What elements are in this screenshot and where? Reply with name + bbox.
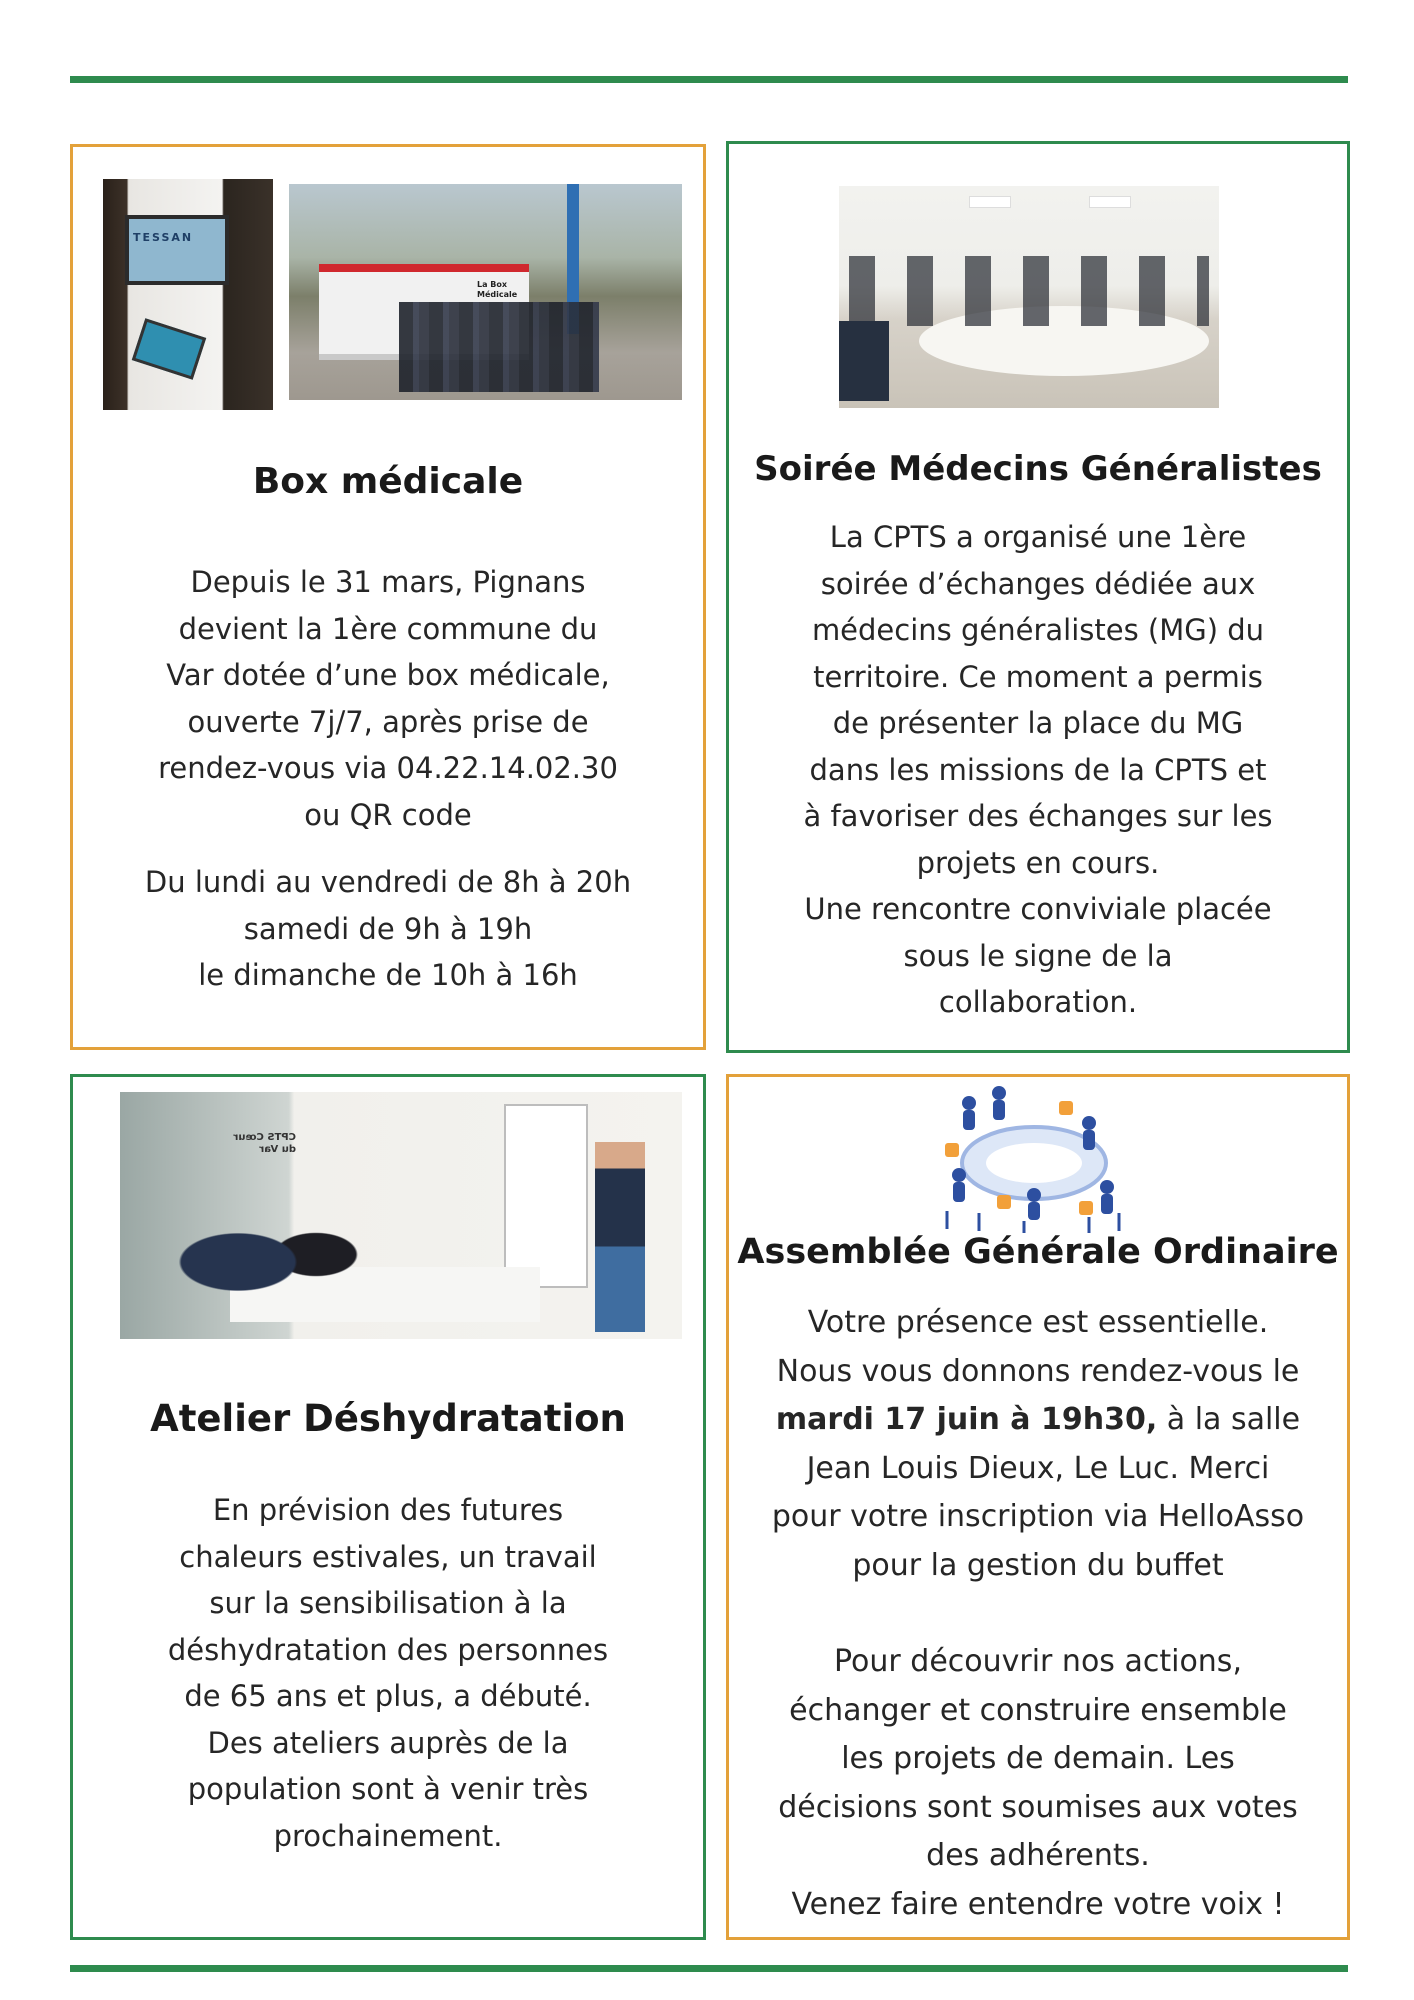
bottom-divider (70, 1965, 1348, 1972)
atelier-photo: CPTS Cœur du Var (120, 1092, 682, 1339)
assemblee-invitation: Votre présence est essentielle. Nous vous donnons rendez-vous le mardi 17 juin à 19h30, à la salle Jean Louis Dieux, Le Luc. Merci pour votre inscription via HelloAsso pour la gestion du buffet (771, 1305, 1305, 1583)
assembly-meeting-icon (939, 1083, 1129, 1233)
soiree-mg-description: La CPTS a organisé une 1ère soirée d’échanges dédiée aux médecins généralistes (MG) du territoire. Ce moment a permis de présenter la place du MG dans les missions de la CPTS et à favoriser des échanges sur les projets en cours. Une rencontre conviviale placée sous le signe de la collaboration. (803, 520, 1273, 1019)
atelier-title: Atelier Déshydratation (150, 1397, 626, 1440)
assemblee-title: Assemblée Générale Ordinaire (737, 1232, 1339, 1272)
top-divider (70, 76, 1348, 83)
assemblee-description: Pour découvrir nos actions, échanger et construire ensemble les projets de demain. Les décisions sont soumises aux votes des adhérents. Venez faire entendre votre voix ! (778, 1644, 1298, 1922)
tessan-kiosk-photo: TESSAN (103, 179, 273, 410)
box-medicale-description: Depuis le 31 mars, Pignans devient la 1ère commune du Var dotée d’une box médicale, ouverte 7j/7, après prise de rendez-vous via 04.22.14.02.30 ou QR code (158, 565, 618, 832)
atelier-description: En prévision des futures chaleurs estivales, un travail sur la sensibilisation à la déshydratation des personnes de 65 ans et plus, a débuté. Des ateliers auprès de la population sont à venir très prochainement. (167, 1493, 609, 1853)
box-medicale-title: Box médicale (252, 461, 524, 502)
inauguration-photo: La Box Médicale (289, 184, 682, 400)
soiree-mg-title: Soirée Médecins Généralistes (754, 449, 1322, 489)
box-medicale-hours: Du lundi au vendredi de 8h à 20h samedi de 9h à 19h le dimanche de 10h à 16h (144, 865, 632, 992)
soiree-mg-card (726, 141, 1350, 1053)
atelier-card (70, 1074, 706, 1940)
assemblee-date: mardi 17 juin à 19h30, (775, 1402, 1158, 1437)
soiree-meeting-photo (839, 186, 1219, 408)
box-medicale-card (70, 144, 706, 1050)
assemblee-card (726, 1074, 1350, 1940)
